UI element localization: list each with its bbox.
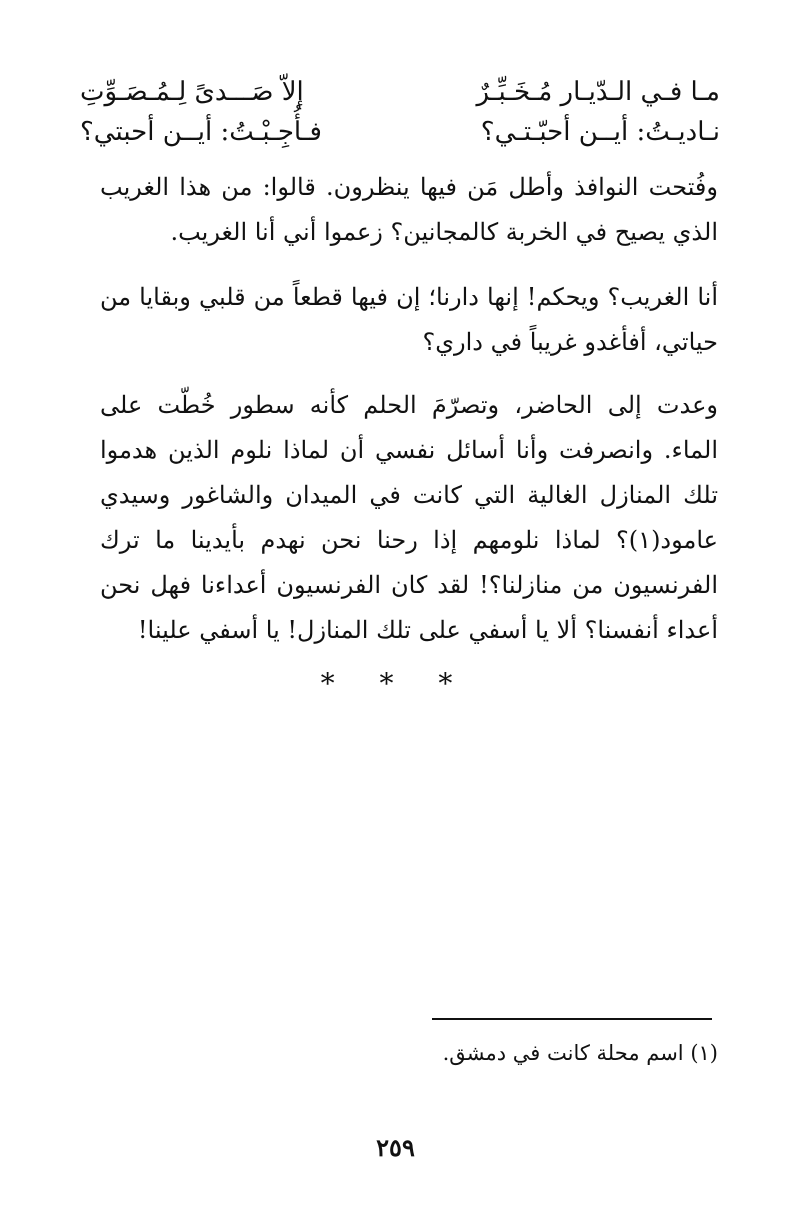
paragraph-2: أنا الغريب؟ ويحكم! إنها دارنا؛ إن فيها قطعاً من قلبي وبقايا من حياتي، أفأغدو غريباً في داري؟: [100, 283, 718, 356]
paragraph-1: وفُتحت النوافذ وأطل مَن فيها ينظرون. قالوا: من هذا الغريب الذي يصيح في الخربة كالمجانين؟ زعموا أني أنا الغريب.: [100, 173, 718, 246]
poem-verse-1: [80, 72, 720, 112]
poem-verse-1-first-hemistich: مـا فـي الـدّيـار مُـخَـبِّـرٌ: [476, 77, 720, 107]
poem-verse-1-second-hemistich: إلاّ صَـــدىً لِـمُـصَـوِّتِ: [80, 77, 304, 107]
poem-verse-2-second-hemistich: فـأُجِـبْـتُ: أيــن أحبتي؟: [80, 117, 322, 147]
poem-verse-2: [80, 112, 720, 152]
footnote-divider: [432, 1018, 712, 1020]
page-number: ٢٥٩: [376, 1133, 415, 1162]
section-separator: * * *: [320, 667, 471, 700]
paragraph-3: وعدت إلى الحاضر، وتصرّمَ الحلم كأنه سطور خُطّت على الماء. وانصرفت وأنا أسائل نفسي أن لماذا نلوم الذين هدموا تلك المنازل الغالية التي كانت في الميدان والشاغور وسيدي عامود(١)؟ لماذا نلومهم إذا رحنا نحن نهدم بأيدينا ما ترك الفرنسيون من منازلنا؟! لقد كان الفرنسيون أعداءنا فهل نحن أعداء أنفسنا؟ ألا يا أسفي على تلك المنازل! يا أسفي علينا!: [100, 391, 718, 644]
poem-verse-2-first-hemistich: نـاديـتُ: أيــن أحبّـتـي؟: [480, 117, 720, 147]
footnote: (١) اسم محلة كانت في دمشق.: [442, 1041, 718, 1065]
